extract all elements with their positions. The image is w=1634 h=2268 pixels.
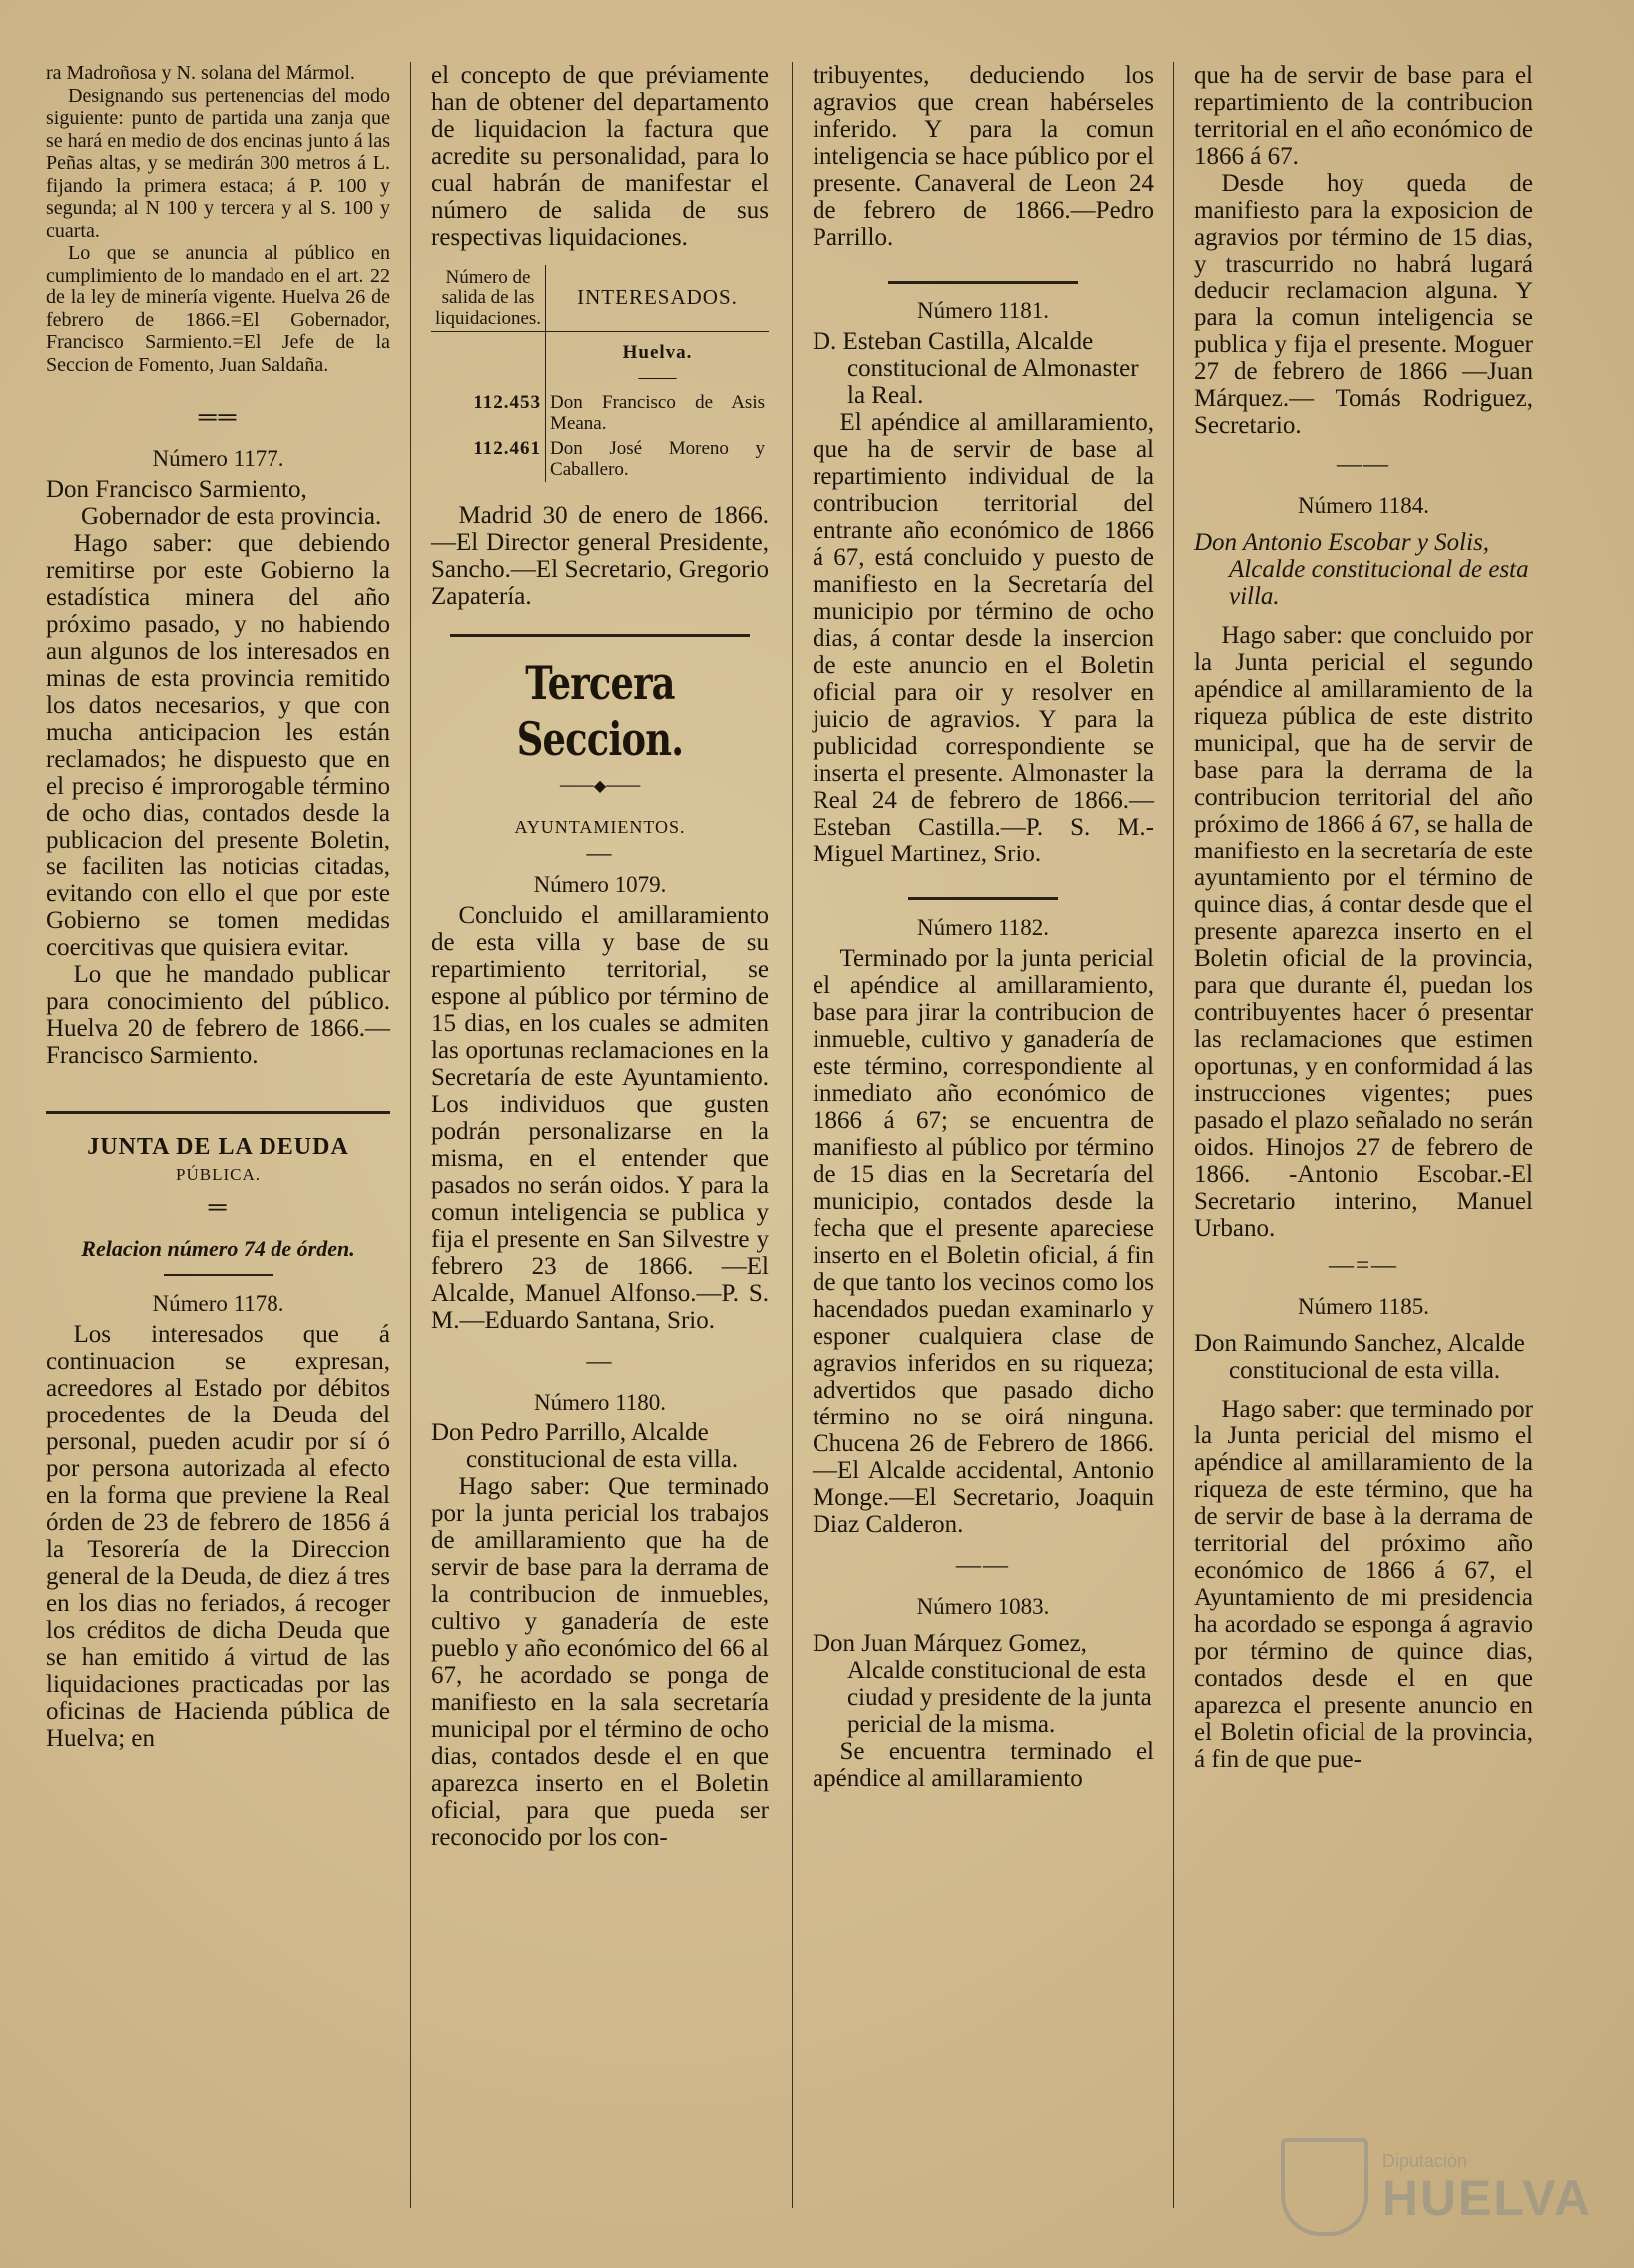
table-row xyxy=(431,436,769,482)
paragraph: Desde hoy queda de manifiesto para la exposicion de agravios por término de 15 dias, y trascurrido no habrá lugará deducir reclamacion alguna. Y para la comun inteligencia se publica y fija el presente. Moguer 27 de febrero de 1866 —Juan Márquez.— Tomás Rodriguez, Secretario. xyxy=(1194,170,1533,439)
paragraph: que ha de servir de base para el repartimiento de la contribucion territorial en el año económico de 1866 á 67. xyxy=(1194,62,1533,170)
notice-number: Número 1177. xyxy=(152,446,284,471)
separator: ═ xyxy=(208,1194,229,1221)
notice-number: Número 1079. xyxy=(533,872,667,897)
watermark-line: HUELVA xyxy=(1381,2170,1592,2226)
table-cell-name: Don Francisco de Asis Meana. xyxy=(550,392,765,434)
paragraph: Terminado por la junta pericial el apéndice al amillaramiento, base para jirar la contribucion de inmueble, cultivo y ganadería de este término, correspondiente al inmediato año económico de 1866 á 67; se encuentra de manifiesto al público por término de 15 dias en la Secretaría del municipio, contados desde la fecha que el presente apareciese inserto en el Boletin oficial, á fin de que tanto los vecinos como los hacendados puedan examinarlo y esponer cualquiera clase de agravios inferidos en su riqueza; advertidos que pasado dicho término no se oirá ninguna. Chucena 26 de Febrero de 1866.—El Alcalde accidental, Antonio Monge.—El Secretario, Joaquin Diaz Calderon. xyxy=(813,945,1154,1538)
short-rule xyxy=(888,281,1078,284)
notice-number: Número 1182. xyxy=(916,915,1049,940)
short-rule xyxy=(164,1274,273,1276)
paragraph: Madrid 30 de enero de 1866. —El Director general Presidente, Sancho.—El Secretario, Gregorio Zapatería. xyxy=(431,502,769,610)
column-divider xyxy=(792,62,793,2208)
section-title: JUNTA DE LA DEUDA xyxy=(87,1134,349,1160)
column-3 xyxy=(813,62,1154,1792)
table-cell-number: 112.461 xyxy=(431,436,546,482)
notice-number: Número 1181. xyxy=(916,298,1049,323)
separator: —— xyxy=(1337,451,1390,478)
column-divider xyxy=(1173,62,1174,2208)
notice-heading: Don Pedro Parrillo, Alcalde constitucional de esta villa. xyxy=(431,1419,739,1473)
separator: —— xyxy=(638,367,677,388)
paragraph: Los interesados que á continuacion se expresan, acreedores al Estado por débitos procedentes de la Deuda del personal, pueden acudir por sí ó por persona autorizada al efecto en la forma que previene la Real órden de 23 de febrero de 1856 á la Tesorería de la Direccion general de la Deuda, de diez á tres en los dias no feriados, á recoger los créditos de dicha Deuda que se han emitido á virtud de las liquidaciones practicadas por las oficinas de Hacienda pública de Huelva; en xyxy=(46,1321,390,1752)
table-cell-number: 112.453 xyxy=(431,390,546,436)
table-header-row xyxy=(431,265,769,332)
shield-icon xyxy=(1281,2138,1368,2236)
separator: —— xyxy=(956,1552,1010,1579)
paragraph: Designando sus pertenencias del modo siguiente: punto de partida una zanja que se hará en medio de dos encinas junto á las Peñas altas, y se medirán 300 metros á L. fijando la primera estaca; á P. 100 y segunda; al N 100 y tercera y al S. 100 y cuarta. xyxy=(46,84,390,242)
ornament: ───◆─── xyxy=(559,778,641,795)
table-group-row xyxy=(431,332,769,366)
separator: ══ xyxy=(198,404,239,431)
section-rule xyxy=(46,1111,390,1114)
notice-heading: D. Esteban Castilla, Alcalde constitucional de Almonaster la Real. xyxy=(813,328,1139,409)
paragraph: Hago saber: Que terminado por la junta pericial los trabajos de amillaramiento que ha de servir de base para la derrama de la contribucion de inmuebles, cultivo y ganadería de este pueblo y año económico del 66 al 67, he acordado se ponga de manifiesto en la sala secretaría municipal por el término de ocho dias, contados desde el en que aparezca inserto en el Boletin oficial, para que pueda ser reconocido por los con- xyxy=(431,1473,769,1851)
notice-heading: Don Antonio Escobar y Solis, Alcalde constitucional de esta villa. xyxy=(1194,529,1529,610)
watermark xyxy=(1281,2138,1592,2236)
column-1 xyxy=(46,62,390,1752)
mine-notice xyxy=(46,62,390,376)
notice-heading: Don Francisco Sarmiento, Gobernador de esta provincia. xyxy=(46,476,382,530)
paragraph: tribuyentes, deduciendo los agravios que crean habérseles inferido. Y para la comun inteligencia se hace público por el presente. Canaveral de Leon 24 de febrero de 1866.—Pedro Parrillo. xyxy=(813,62,1154,251)
column-2 xyxy=(431,62,769,1851)
table-group-label: Huelva. xyxy=(622,342,693,363)
paragraph: Hago saber: que concluido por la Junta pericial el segundo apéndice al amillaramiento de la riqueza pública de este distrito municipal, que ha de servir de base para la derrama de la contribucion territorial del año próximo de 1866 á 67, se halla de manifiesto en la secretaría de este ayuntamiento por el término de quince dias, á contar desde que el presente aparezca inserto en el Boletin oficial de la provincia, para que durante él, puedan los contribuyentes hacer ó presentar las reclamaciones que estimen oportunas, y en conformidad á las instrucciones vigentes; pues pasado el plazo señalado no serán oidos. Hinojos 27 de febrero de 1866. -Antonio Escobar.-El Secretario interino, Manuel Urbano. xyxy=(1194,622,1533,1242)
notice-heading: Don Juan Márquez Gomez, Alcalde constitucional de esta ciudad y presidente de la junta pericial de la misma. xyxy=(813,1630,1152,1738)
separator: — xyxy=(586,841,614,867)
notice-number: Número 1184. xyxy=(1297,493,1429,518)
separator: —=— xyxy=(1328,1252,1399,1279)
paragraph: Hago saber: que terminado por la Junta pericial del mismo el apéndice al amillaramiento de la riqueza de este término, que ha de servir de base à la derrama de territorial del próximo año económico de 1866 á 67, el Ayuntamiento de mi presidencia ha acordado se esponga á agravio por término de quince dias, contados desde el en que aparezca el presente anuncio en el Boletin oficial de la provincia, á fin de que pue- xyxy=(1194,1396,1533,1773)
table-header-names: INTERESADOS. xyxy=(546,265,769,332)
section-rule xyxy=(450,634,750,637)
paragraph: Se encuentra terminado el apéndice al amillaramiento xyxy=(813,1738,1154,1792)
paragraph: Lo que he mandado publicar para conocimiento del público. Huelva 20 de febrero de 1866.—Francisco Sarmiento. xyxy=(46,961,390,1069)
section-subtitle: AYUNTAMIENTOS. xyxy=(514,817,686,837)
separator: — xyxy=(586,1348,614,1375)
paragraph: El apéndice al amillaramiento, que ha de servir de base al repartimiento individual de la contribucion territorial del entrante año económico de 1866 á 67, está concluido y puesto de manifiesto en la Secretaría del municipio por término de ocho dias, á contar desde la insercion de este anuncio en el Boletin oficial para oir y resolver en juicio de agravios. Y para la publicidad correspondiente se inserta el presente. Almonaster la Real 24 de febrero de 1866.—Esteban Castilla.—P. S. M.-Miguel Martinez, Srio. xyxy=(813,409,1154,867)
section-subtitle: PÚBLICA. xyxy=(176,1165,261,1184)
table-header-number: Número de salida de las liquidaciones. xyxy=(431,265,546,332)
notice-heading: Don Raimundo Sanchez, Alcalde constitucional de esta villa. xyxy=(1194,1330,1525,1384)
watermark-line: Diputación xyxy=(1381,2151,1467,2171)
section-title: Tercera Seccion. xyxy=(516,656,684,766)
notice-number: Número 1083. xyxy=(916,1594,1050,1619)
notice-number: Número 1185. xyxy=(1297,1294,1429,1319)
table-cell-name: Don José Moreno y Caballero. xyxy=(550,438,765,480)
paragraph: Concluido el amillaramiento de esta villa y base de su repartimiento territorial, se espone al público por término de 15 dias, en los cuales se admiten las oportunas reclamaciones en la Secretaría de este Ayuntamiento. Los individuos que gusten podrán personalizarse en la misma, en el entender que pasados no serán oidos. Y para la comun inteligencia se publica y fija el presente en San Silvestre y febrero 23 de 1866. —El Alcalde, Manuel Alfonso.—P. S. M.—Eduardo Santana, Srio. xyxy=(431,902,769,1334)
column-divider xyxy=(410,62,411,2208)
paragraph: Hago saber: que debiendo remitirse por este Gobierno la estadística minera del año próximo pasado, y no habiendo aun algunos de los interesados en minas de esta provincia remitido los datos necesarios, y que con mucha anticipacion les están reclamados; he dispuesto que en el preciso é improrogable término de ocho dias, contados desde la publicacion del presente Boletin, se faciliten las noticias citadas, evitando con ello el que por este Gobierno se tomen medidas coercitivas que quisiera evitar. xyxy=(46,530,390,961)
relacion-label: Relacion número 74 de órden. xyxy=(81,1236,355,1261)
notice-number: Número 1178. xyxy=(152,1291,284,1316)
paragraph: Lo que se anuncia al público en cumplimiento de lo mandado en el art. 22 de la ley de minería vigente. Huelva 26 de febrero de 1866.=El Gobernador, Francisco Sarmiento.=El Jefe de la Seccion de Fomento, Juan Saldaña. xyxy=(46,242,390,376)
paragraph: ra Madroñosa y N. solana del Mármol. xyxy=(46,62,355,84)
notice-number: Número 1180. xyxy=(533,1390,666,1415)
short-rule xyxy=(908,897,1058,900)
table-group-sep-row xyxy=(431,365,769,390)
watermark-text xyxy=(1382,2150,1592,2224)
paragraph: el concepto de que préviamente han de obtener del departamento de liquidacion la factura que acredite su personalidad, para lo cual habrán de manifestar el número de salida de sus respectivas liquidaciones. xyxy=(431,62,769,251)
table-row xyxy=(431,390,769,436)
liquidation-table xyxy=(431,265,769,482)
column-4 xyxy=(1194,62,1533,1773)
